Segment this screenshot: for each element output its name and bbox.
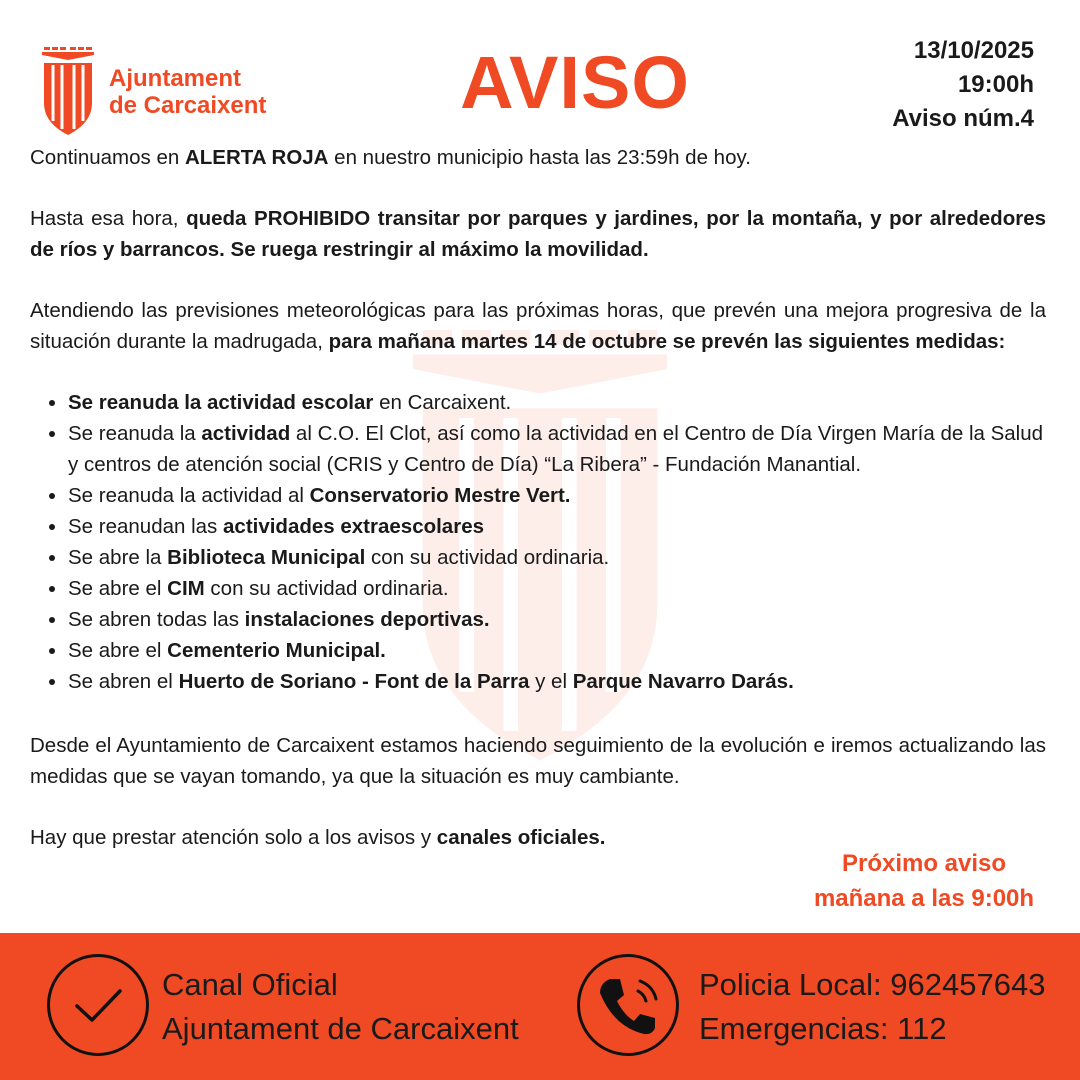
notice-number: Aviso núm.4: [892, 105, 1034, 132]
page-title: AVISO: [460, 41, 690, 124]
measures-list: [30, 387, 1046, 697]
next-notice-line-1: Próximo aviso: [841, 850, 1007, 877]
logo-line-2: de Carcaixent: [109, 92, 267, 119]
list-item: • Se reanudan las actividades extraescolares: [68, 511, 1046, 542]
next-notice: [794, 846, 1054, 916]
prohibition-text: Hasta esa hora,: [30, 207, 187, 230]
prohibition-bold: queda PROHIBIDO transitar por parques y jardines, por la montaña, y por alrededores de ríos y barrancos. Se ruega restringir al máximo la movilidad.: [30, 207, 1046, 261]
list-item: • Se reanuda la actividad escolar en Carcaixent.: [68, 387, 1046, 418]
forecast-bold: para mañana martes 14 de octubre se prevén las siguientes medidas:: [328, 330, 1006, 353]
official-channel: [162, 963, 519, 1051]
intro-alert: ALERTA ROJA: [184, 146, 329, 169]
contact-footer: [0, 933, 1080, 1080]
official-channel-line-2: Ajuntament de Carcaixent: [162, 1011, 519, 1046]
intro-text: Continuamos en: [30, 146, 185, 169]
list-item: • Se reanuda la actividad al Conservatorio Mestre Vert.: [68, 480, 1046, 511]
emergency-phone: Emergencias: 112: [699, 1011, 947, 1046]
notice-date: 13/10/2025: [913, 37, 1034, 64]
forecast-paragraph: [30, 295, 1046, 357]
prohibition-paragraph: [30, 203, 1046, 265]
closing-text: Hay que prestar atención solo a los avisos y: [30, 826, 437, 849]
phone-icon: [577, 954, 679, 1056]
police-phone: Policia Local: 962457643: [699, 967, 1046, 1002]
official-channel-line-1: Canal Oficial: [162, 967, 338, 1002]
notice-time: 19:00h: [957, 71, 1034, 98]
notice-meta: [892, 34, 1034, 136]
list-item: • Se abre el Cementerio Municipal.: [68, 635, 1046, 666]
check-circle-icon: [47, 954, 149, 1056]
forecast-text: Atendiendo las previsiones meteorológicas para las próximas horas, que prevén una mejora progresiva de la situación durante la madrugada,: [30, 299, 1046, 353]
notice-body: [30, 142, 1046, 883]
list-item: • Se abren todas las instalaciones deportivas.: [68, 604, 1046, 635]
closing-bold: canales oficiales.: [436, 826, 606, 849]
list-item: • Se reanuda la actividad al C.O. El Clot, así como la actividad en el Centro de Día Virgen María de la Salud y centros de atención social (CRIS y Centro de Día) “La Ribera” - Fundación Manantial.: [68, 418, 1046, 480]
logo-line-1: Ajuntament: [109, 65, 241, 92]
emergency-contacts: [699, 963, 1045, 1051]
list-item: • Se abre la Biblioteca Municipal con su actividad ordinaria.: [68, 542, 1046, 573]
intro-text-end: en nuestro municipio hasta las 23:59h de hoy.: [328, 146, 751, 169]
list-item: • Se abren el Huerto de Soriano - Font de la Parra y el Parque Navarro Darás.: [68, 666, 1046, 697]
intro-paragraph: [30, 142, 1046, 173]
next-notice-line-2: mañana a las 9:00h: [813, 885, 1035, 912]
list-item: • Se abre el CIM con su actividad ordinaria.: [68, 573, 1046, 604]
followup-paragraph: Desde el Ayuntamiento de Carcaixent estamos haciendo seguimiento de la evolución e iremos actualizando las medidas que se vayan tomando, ya que la situación es muy cambiante.: [30, 734, 1046, 788]
